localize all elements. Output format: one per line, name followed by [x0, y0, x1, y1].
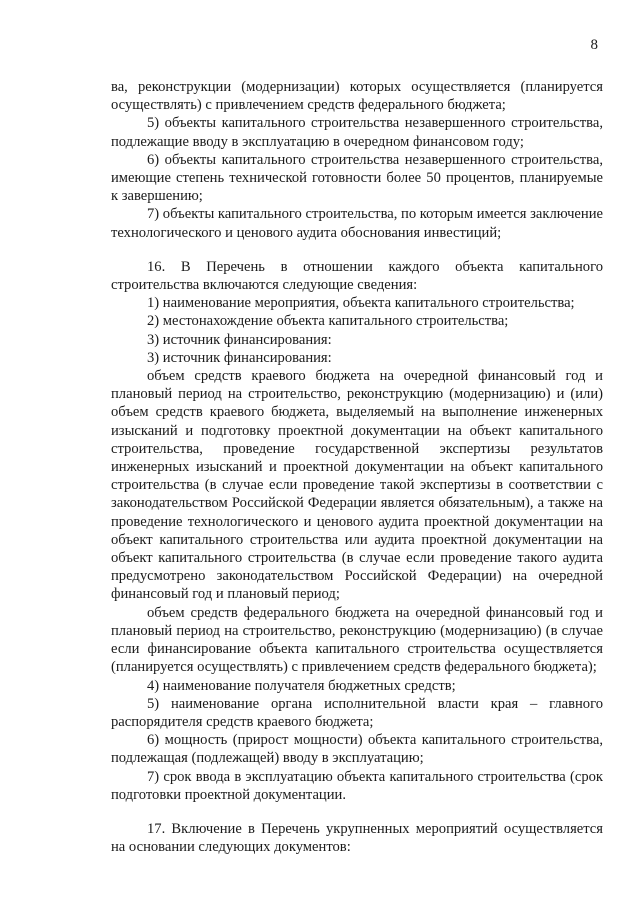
page-number: 8	[590, 37, 598, 53]
list-item: 5) наименование органа исполнительной власти края – главного распорядителя средств краевого бюджета;	[111, 695, 603, 730]
list-item: 4) наименование получателя бюджетных средств;	[147, 677, 456, 694]
paragraph: ва, реконструкции (модернизации) которых осуществляется (планируется осуществлять) с привлечением средств федерального бюджета;	[111, 79, 603, 114]
paragraph: 6) объекты капитального строительства незавершенного строительства, имеющие степень технической готовности более 50 процентов, планируемые к завершению;	[111, 151, 603, 205]
document-body	[111, 78, 603, 856]
list-item: 6) мощность (прирост мощности) объекта капитального строительства, подлежащая (подлежащей) вводу в эксплуатацию;	[111, 732, 603, 767]
list-item: 1) наименование мероприятия, объекта капитального строительства;	[147, 295, 575, 312]
paragraph: 5) объекты капитального строительства незавершенного строительства, подлежащие вводу в эксплуатацию в очередном финансовом году;	[111, 115, 603, 150]
paragraph: объем средств федерального бюджета на очередной финансовый год и плановый период на строительство, реконструкцию (модернизацию) (в случае если финансирование объекта капитального строительства осуществляется (планируется осуществлять) с привлечением средств федерального бюджета);	[111, 604, 603, 676]
paragraph: 7) объекты капитального строительства, по которым имеется заключение технологического и ценового аудита обоснования инвестиций;	[111, 206, 603, 241]
list-item: 2) местонахождение объекта капитального строительства;	[147, 313, 509, 330]
section-16-heading: 16. В Перечень в отношении каждого объекта капитального строительства включаются следующие сведения:	[111, 258, 603, 294]
section-17-heading: 17. Включение в Перечень укрупненных мероприятий осуществляется на основании следующих документов:	[111, 820, 603, 856]
list-item: 3) источник финансирования:	[147, 331, 332, 348]
list-item: 7) срок ввода в эксплуатацию объекта капитального строительства (срок подготовки проектной документации.	[111, 768, 603, 803]
list-item: 3) источник финансирования:	[147, 349, 332, 366]
paragraph: объем средств краевого бюджета на очередной финансовый год и плановый период на строительство, реконструкцию (модернизацию) и (или) объем средств краевого бюджета, выделяемый на выполнение инженерных изысканий и подготовку проектной документации на объект капитального строительства, проведение государственной экспертизы результатов инженерных изысканий и проектной документации на объект капитального строительства (в случае если проведение такой экспертизы в соответствии с законодательством Российской Федерации является обязательным), а также на проведение технологического и ценового аудита проектной документации на объект капитального строительства или аудита проектной документации на объект капитального строительства (в случае если проведение такого аудита предусмотрено законодательством Российской Федерации) на очередной финансовый год и плановый период;	[111, 368, 603, 603]
